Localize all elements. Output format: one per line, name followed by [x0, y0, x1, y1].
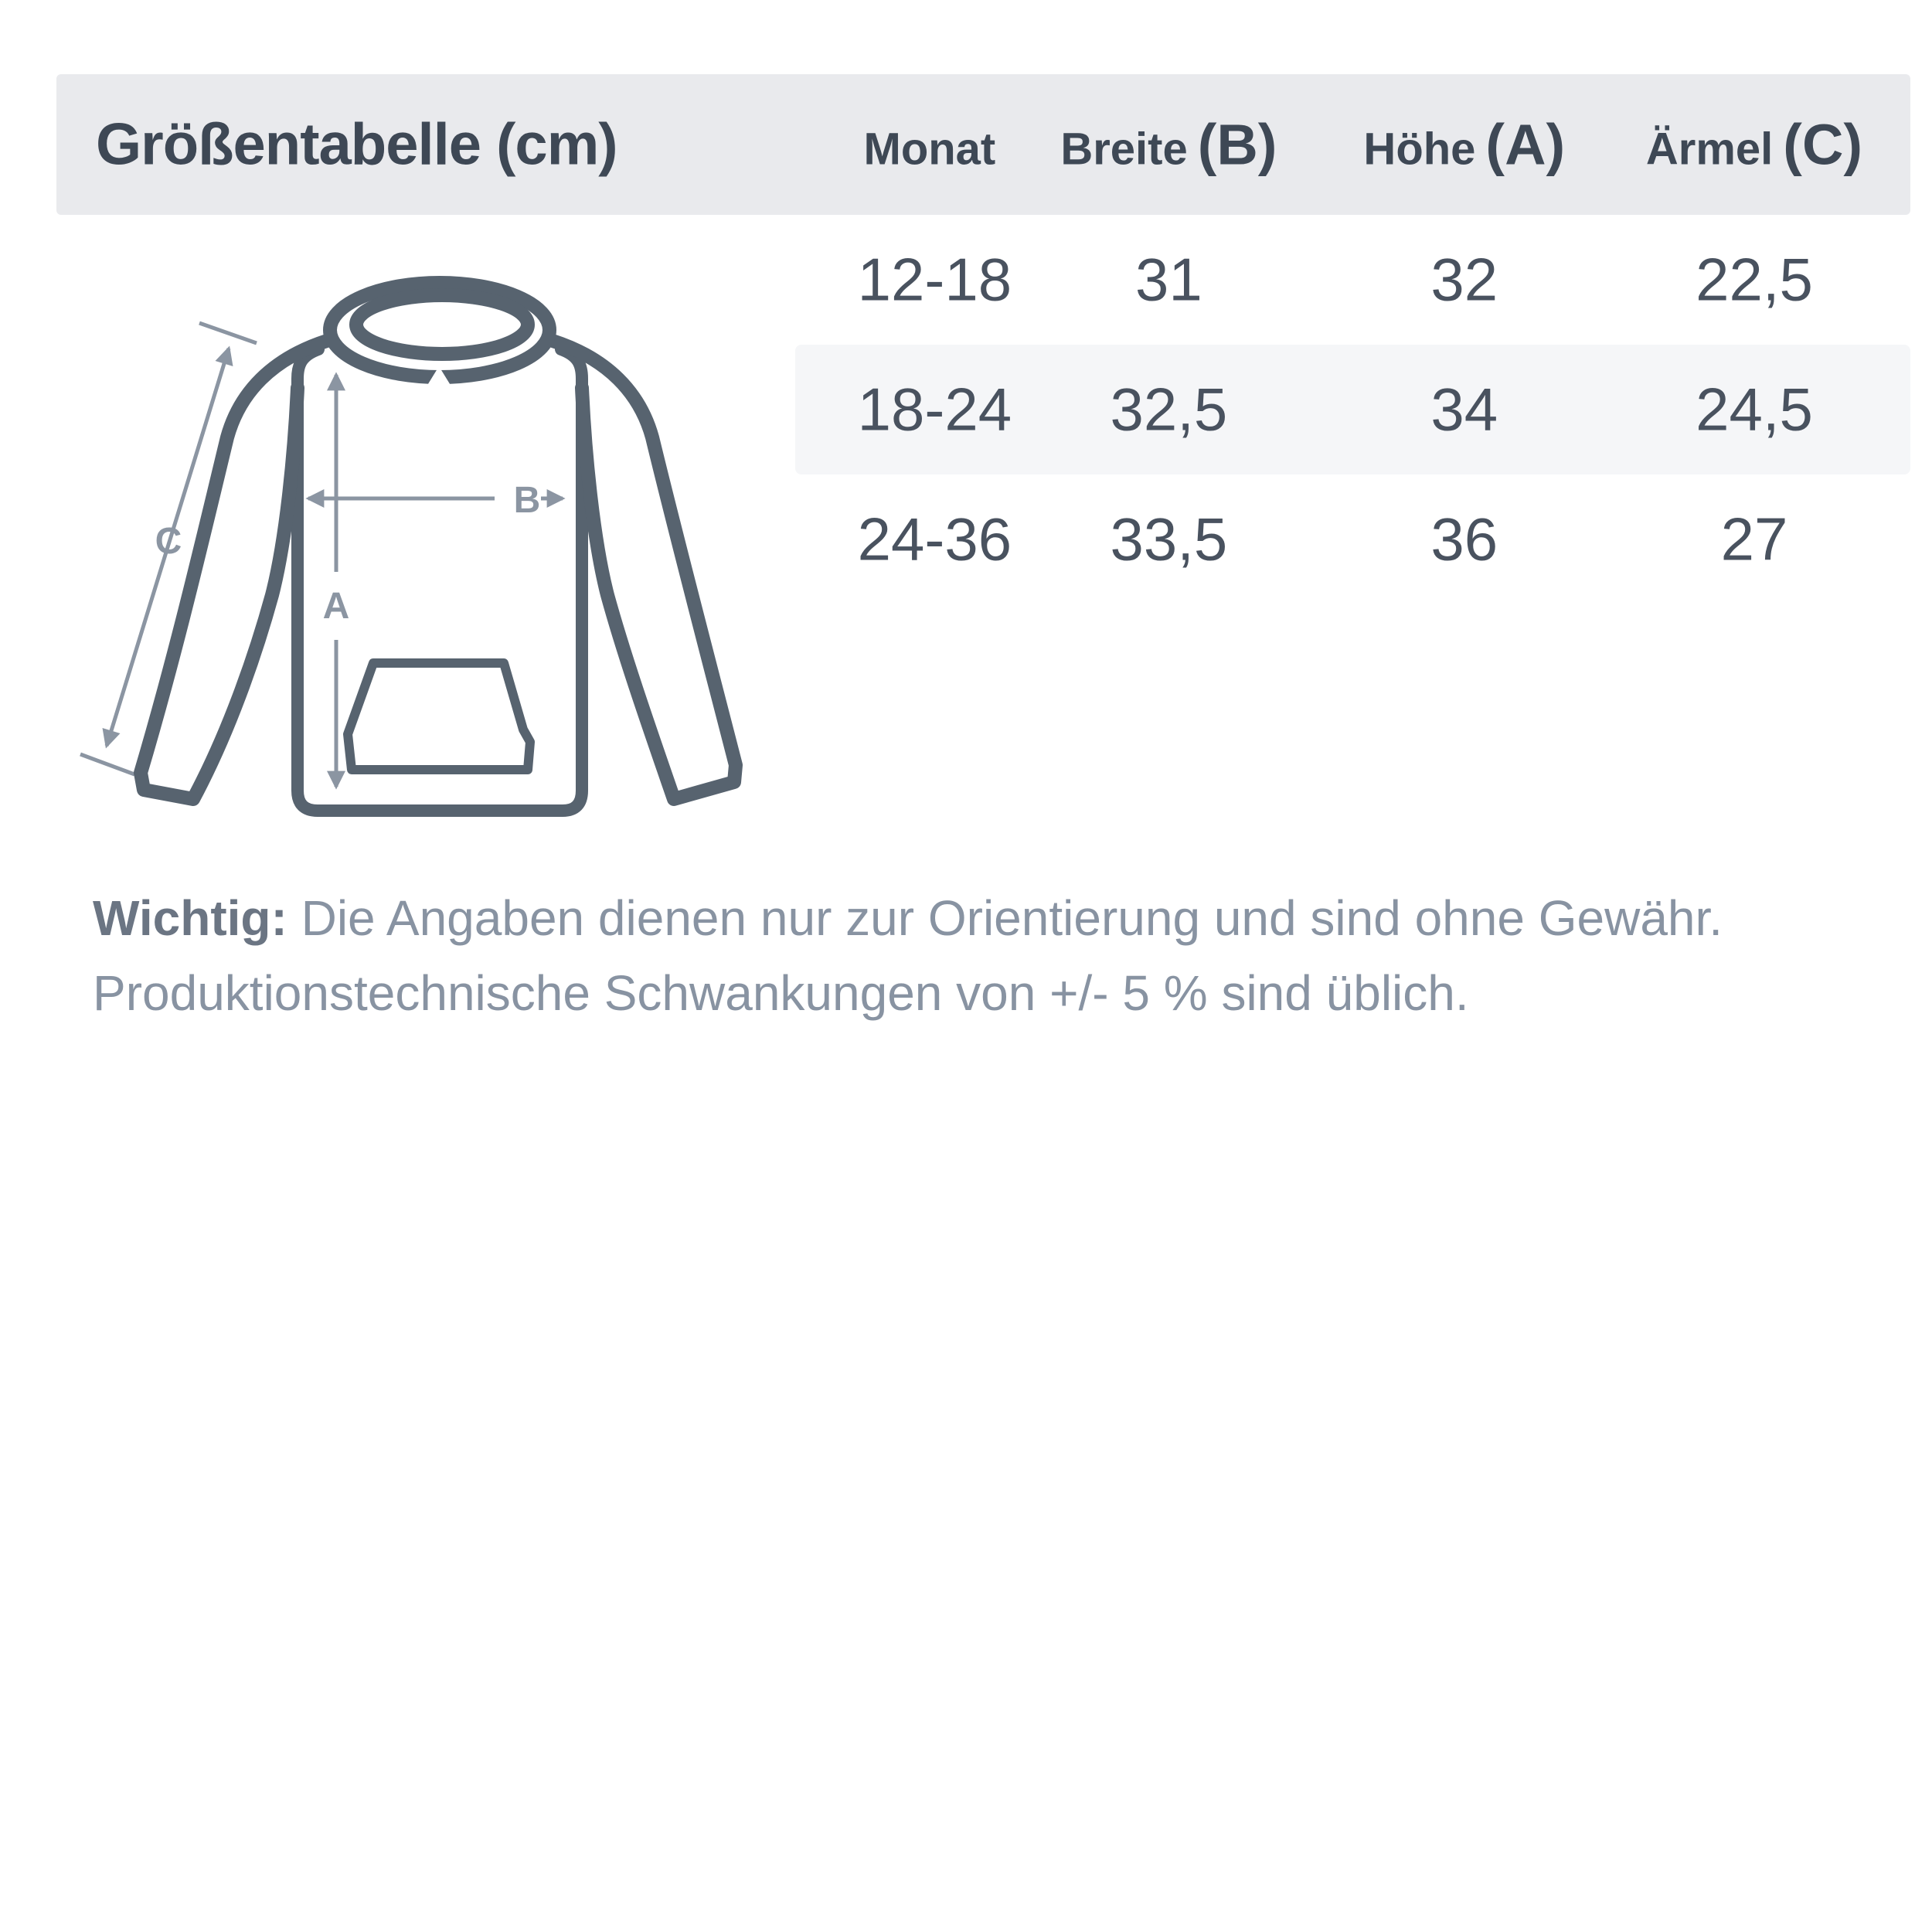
- column-header-aermel: [1646, 112, 1862, 178]
- note-emphasis: Wichtig:: [93, 890, 287, 946]
- cell-monat: 12-18: [857, 245, 1012, 314]
- cell-monat: 18-24: [857, 375, 1012, 444]
- c-tick-top: [199, 323, 257, 343]
- size-table: [795, 215, 1910, 604]
- column-header-monat: [864, 112, 1006, 178]
- column-label: Monat: [863, 124, 996, 175]
- cell-breite: 33,5: [1110, 505, 1228, 573]
- column-letter: (C): [1783, 112, 1863, 177]
- table-row: [795, 474, 1910, 604]
- column-label: Breite: [1060, 124, 1188, 175]
- note-line2: Produktionstechnische Schwankungen von +/- 5 % sind üblich.: [93, 965, 1469, 1021]
- c-tick-bottom: [80, 754, 134, 774]
- dimension-a-label: A: [322, 586, 350, 627]
- table-row: [795, 345, 1910, 474]
- cell-monat: 24-36: [857, 505, 1012, 573]
- column-headers: [795, 74, 1910, 215]
- size-chart-header-bar: [56, 74, 1910, 215]
- cell-hoehe: 32: [1430, 245, 1498, 314]
- cell-breite: 32,5: [1110, 375, 1228, 444]
- cell-aermel: 24,5: [1696, 375, 1813, 444]
- hoodie-pocket: [348, 663, 530, 770]
- hood-inner-ellipse: [356, 295, 528, 354]
- note-line1: [93, 881, 1924, 956]
- page-title: Größentabelle (cm): [96, 111, 617, 178]
- column-header-breite: [1060, 112, 1277, 178]
- disclaimer-note: [93, 881, 1924, 1031]
- note-text-line1: Die Angaben dienen nur zur Orientierung und sind ohne Gewähr.: [301, 890, 1723, 946]
- table-row: [795, 215, 1910, 345]
- dimension-b-label: B: [513, 480, 541, 521]
- cell-hoehe: 34: [1430, 375, 1498, 444]
- column-letter: (B): [1197, 112, 1277, 177]
- cell-aermel: 22,5: [1696, 245, 1813, 314]
- cell-breite: 31: [1135, 245, 1202, 314]
- dimension-c-label: C: [155, 521, 182, 562]
- column-letter: (A): [1485, 112, 1566, 177]
- cell-aermel: 27: [1720, 505, 1788, 573]
- column-label: Höhe: [1363, 124, 1476, 175]
- column-label: Ärmel: [1645, 124, 1774, 175]
- column-header-hoehe: [1363, 112, 1565, 178]
- cell-hoehe: 36: [1430, 505, 1498, 573]
- hoodie-diagram: [58, 255, 800, 881]
